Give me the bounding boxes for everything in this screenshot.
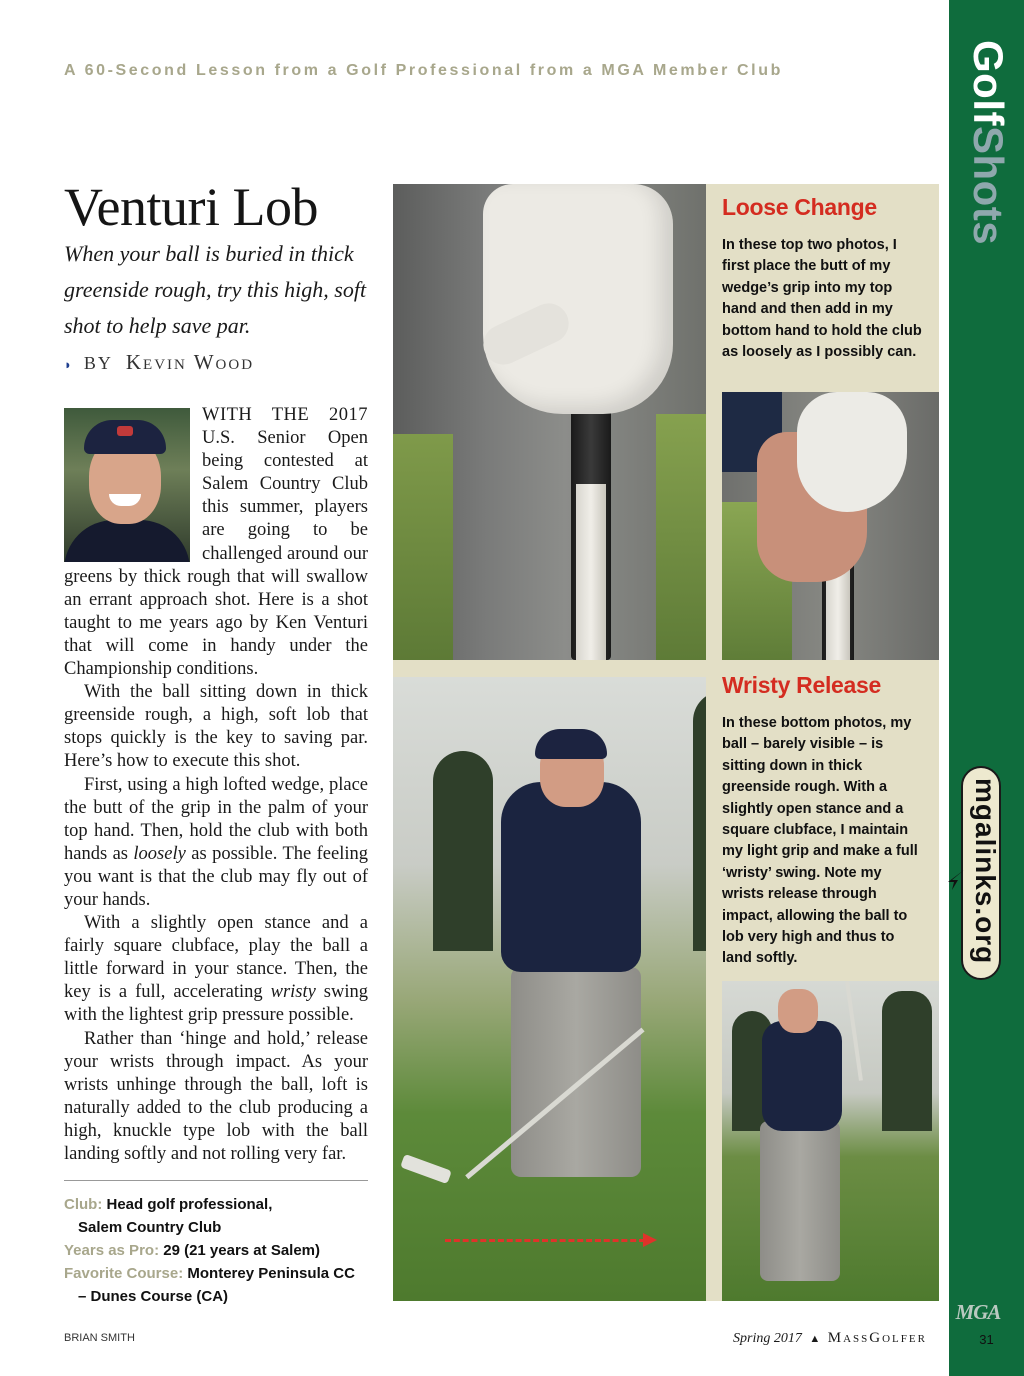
issue-date: Spring 2017 — [733, 1331, 802, 1346]
page-footer — [733, 1330, 927, 1347]
byline — [64, 350, 254, 375]
sidebar-edge — [706, 981, 722, 1301]
photo-swing-finish — [722, 981, 939, 1301]
sidebar-text: In these top two photos, I first place the butt of my wedge’s grip into my top hand and then add in my bottom hand to hold the club as loosely as I possibly can. — [722, 237, 922, 361]
byline-author: Kevin Wood — [125, 350, 255, 374]
brand-part2: Shots — [965, 125, 1012, 246]
photo-gap — [393, 660, 706, 677]
sidebar-wristy-release — [706, 660, 939, 981]
years-label: Years as Pro: — [64, 1242, 160, 1259]
body-paragraph: Rather than ‘hinge and hold,’ release your wrists through impact. As your wrists unhinge through the ball, loft is naturally added to the club producing a high, knuckle type lob with the ball landing softly and not rolling very far. — [64, 1028, 368, 1164]
footer-separator-icon: ▲ — [809, 1333, 821, 1345]
brand-part1: Golf — [965, 40, 1012, 126]
course-line1: Monterey Peninsula CC — [187, 1265, 355, 1282]
club-line2: Salem Country Club — [78, 1219, 222, 1236]
photo-credit: BRIAN SMITH — [64, 1332, 135, 1344]
lead-in: WITH THE 2017 — [202, 405, 368, 425]
photo-grip-both-hands — [722, 392, 939, 660]
sidebar-edge — [706, 392, 722, 660]
body-paragraph: First, using a high lofted wedge, place the butt of the grip in the palm of your top hand. Then, hold the club with both hands as loosely as possible. The feeling you want is that the club may fly out of your hands. — [64, 774, 368, 910]
years-value: 29 (21 years at Salem) — [163, 1242, 321, 1259]
course-line2: – Dunes Course (CA) — [78, 1288, 229, 1305]
body-paragraph: WITH THE 2017 U.S. Senior Open being contested at Salem Country Club this summer, players are going to be challenged around our greens by thick rough that will swallow an errant approach shot. Here is a shot taught to me years ago by Ken Venturi that will come in handy under the Championship conditions. — [64, 405, 368, 680]
course-label: Favorite Course: — [64, 1265, 184, 1282]
divider — [64, 1180, 368, 1181]
sidebar-loose-change — [706, 184, 939, 392]
publication-name: MassGolfer — [827, 1330, 927, 1346]
article-deck: When your ball is buried in thick greenside rough, try this high, soft shot to help save par. — [64, 241, 367, 338]
website-link[interactable] — [961, 766, 1001, 980]
photo-grip-closeup — [393, 184, 706, 660]
article-body — [64, 404, 368, 1166]
sidebar-heading: Wristy Release — [722, 672, 882, 698]
sidebar-heading: Loose Change — [722, 194, 877, 220]
article-title: Venturi Lob — [64, 177, 318, 237]
body-paragraph: With a slightly open stance and a fairly square clubface, play the ball a little forward in your stance. Then, the key is a full, accelerating wristy swing with the lightest grip pressure possible. — [64, 913, 368, 1026]
page-number: 31 — [979, 1332, 994, 1347]
arrowhead-icon — [643, 1233, 657, 1247]
swing-path-arrow — [445, 1239, 645, 1242]
body-paragraph: With the ball sitting down in thick greenside rough, a high, soft lob that stops quickly is the key to saving par. Here’s how to execute this shot. — [64, 682, 368, 772]
mga-logo: MGA — [955, 1300, 1001, 1324]
website-url[interactable]: mgalinks.org — [970, 778, 1001, 965]
section-kicker: A 60-Second Lesson from a Golf Professional from a MGA Member Club — [64, 62, 783, 79]
pro-facts — [64, 1193, 374, 1308]
club-label: Club: — [64, 1196, 103, 1213]
byline-prefix: BY — [83, 353, 113, 373]
sidebar-text: In these bottom photos, my ball – barely visible – is sitting down in thick greenside rough. With a slightly open stance and a square clubface, I maintain my light grip and make a full ‘wristy’ swing. Note my wrists release through impact, allowing the ball to lob very high and thus to land softly. — [722, 715, 918, 967]
section-brand — [960, 40, 1012, 300]
cursor-arrow-icon — [944, 868, 966, 892]
club-line1: Head golf professional, — [106, 1196, 273, 1213]
byline-bullet-icon: ◗ — [64, 357, 74, 372]
